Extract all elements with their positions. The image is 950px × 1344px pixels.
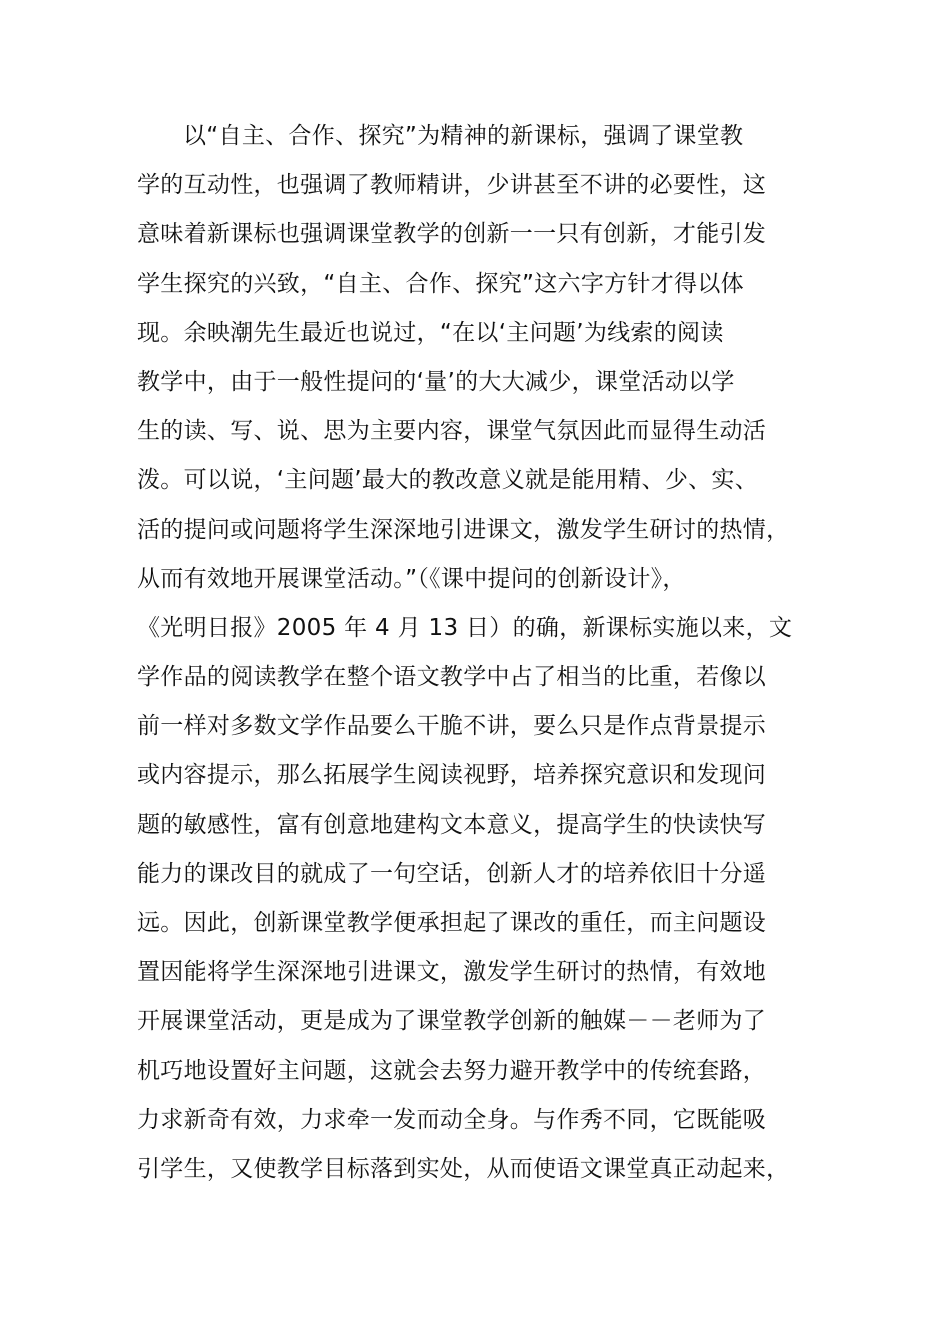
text-line: 力求新奇有效，力求牵一发而动全身。与作秀不同，它既能吸 (137, 1106, 767, 1133)
text-line: 或内容提示，那么拓展学生阅读视野，培养探究意识和发现问 (137, 762, 767, 789)
text-line: 生的读、写、说、思为主要内容，课堂气氛因此而显得生动活 (137, 418, 767, 445)
text-line: 以“自主、合作、探究”为精神的新课标，强调了课堂教 (183, 123, 744, 149)
text-line: 泼。可以说，‘主问题’最大的教改意义就是能用精、少、实、 (137, 467, 759, 494)
text-line: 教学中，由于一般性提问的‘量’的大大减少，课堂活动以学 (137, 368, 735, 395)
text-line: 置因能将学生深深地引进课文，激发学生研讨的热情，有效地 (137, 959, 767, 986)
text-line: 机巧地设置好主问题，这就会去努力避开教学中的传统套路， (137, 1057, 767, 1084)
text-line: 从而有效地开展课堂活动。”（《课中提问的创新设计》， (137, 565, 686, 592)
text-line: 引学生，又使教学目标落到实处，从而使语文课堂真正动起来， (137, 1155, 790, 1182)
body-paragraph (137, 112, 837, 1194)
text-line: 开展课堂活动，更是成为了课堂教学创新的触媒－－老师为了 (137, 1008, 767, 1035)
text-line: 学的互动性，也强调了教师精讲，少讲甚至不讲的必要性，这 (137, 172, 767, 199)
text-line: 意味着新课标也强调课堂教学的创新一一只有创新，才能引发 (137, 221, 767, 248)
text-line: 题的敏感性，富有创意地建构文本意义，提高学生的快读快写 (137, 811, 767, 838)
text-line: 现。余映潮先生最近也说过，“在以‘主问题’为线索的阅读 (137, 319, 724, 346)
text-line: 远。因此，创新课堂教学便承担起了课改的重任，而主问题设 (137, 910, 767, 936)
text-line: 学作品的阅读教学在整个语文教学中占了相当的比重，若像以 (137, 664, 767, 691)
text-line: 活的提问或问题将学生深深地引进课文，激发学生研讨的热情， (137, 516, 790, 543)
text-line: 前一样对多数文学作品要么干脆不讲，要么只是作点背景提示 (137, 713, 767, 740)
text-line: 学生探究的兴致，“自主、合作、探究”这六字方针才得以体 (137, 270, 744, 297)
text-line: 能力的课改目的就成了一句空话，创新人才的培养依旧十分遥 (137, 860, 767, 887)
text-line: 《光明日报》2005 年 4 月 13 日）的确，新课标实施以来，文 (137, 614, 793, 641)
